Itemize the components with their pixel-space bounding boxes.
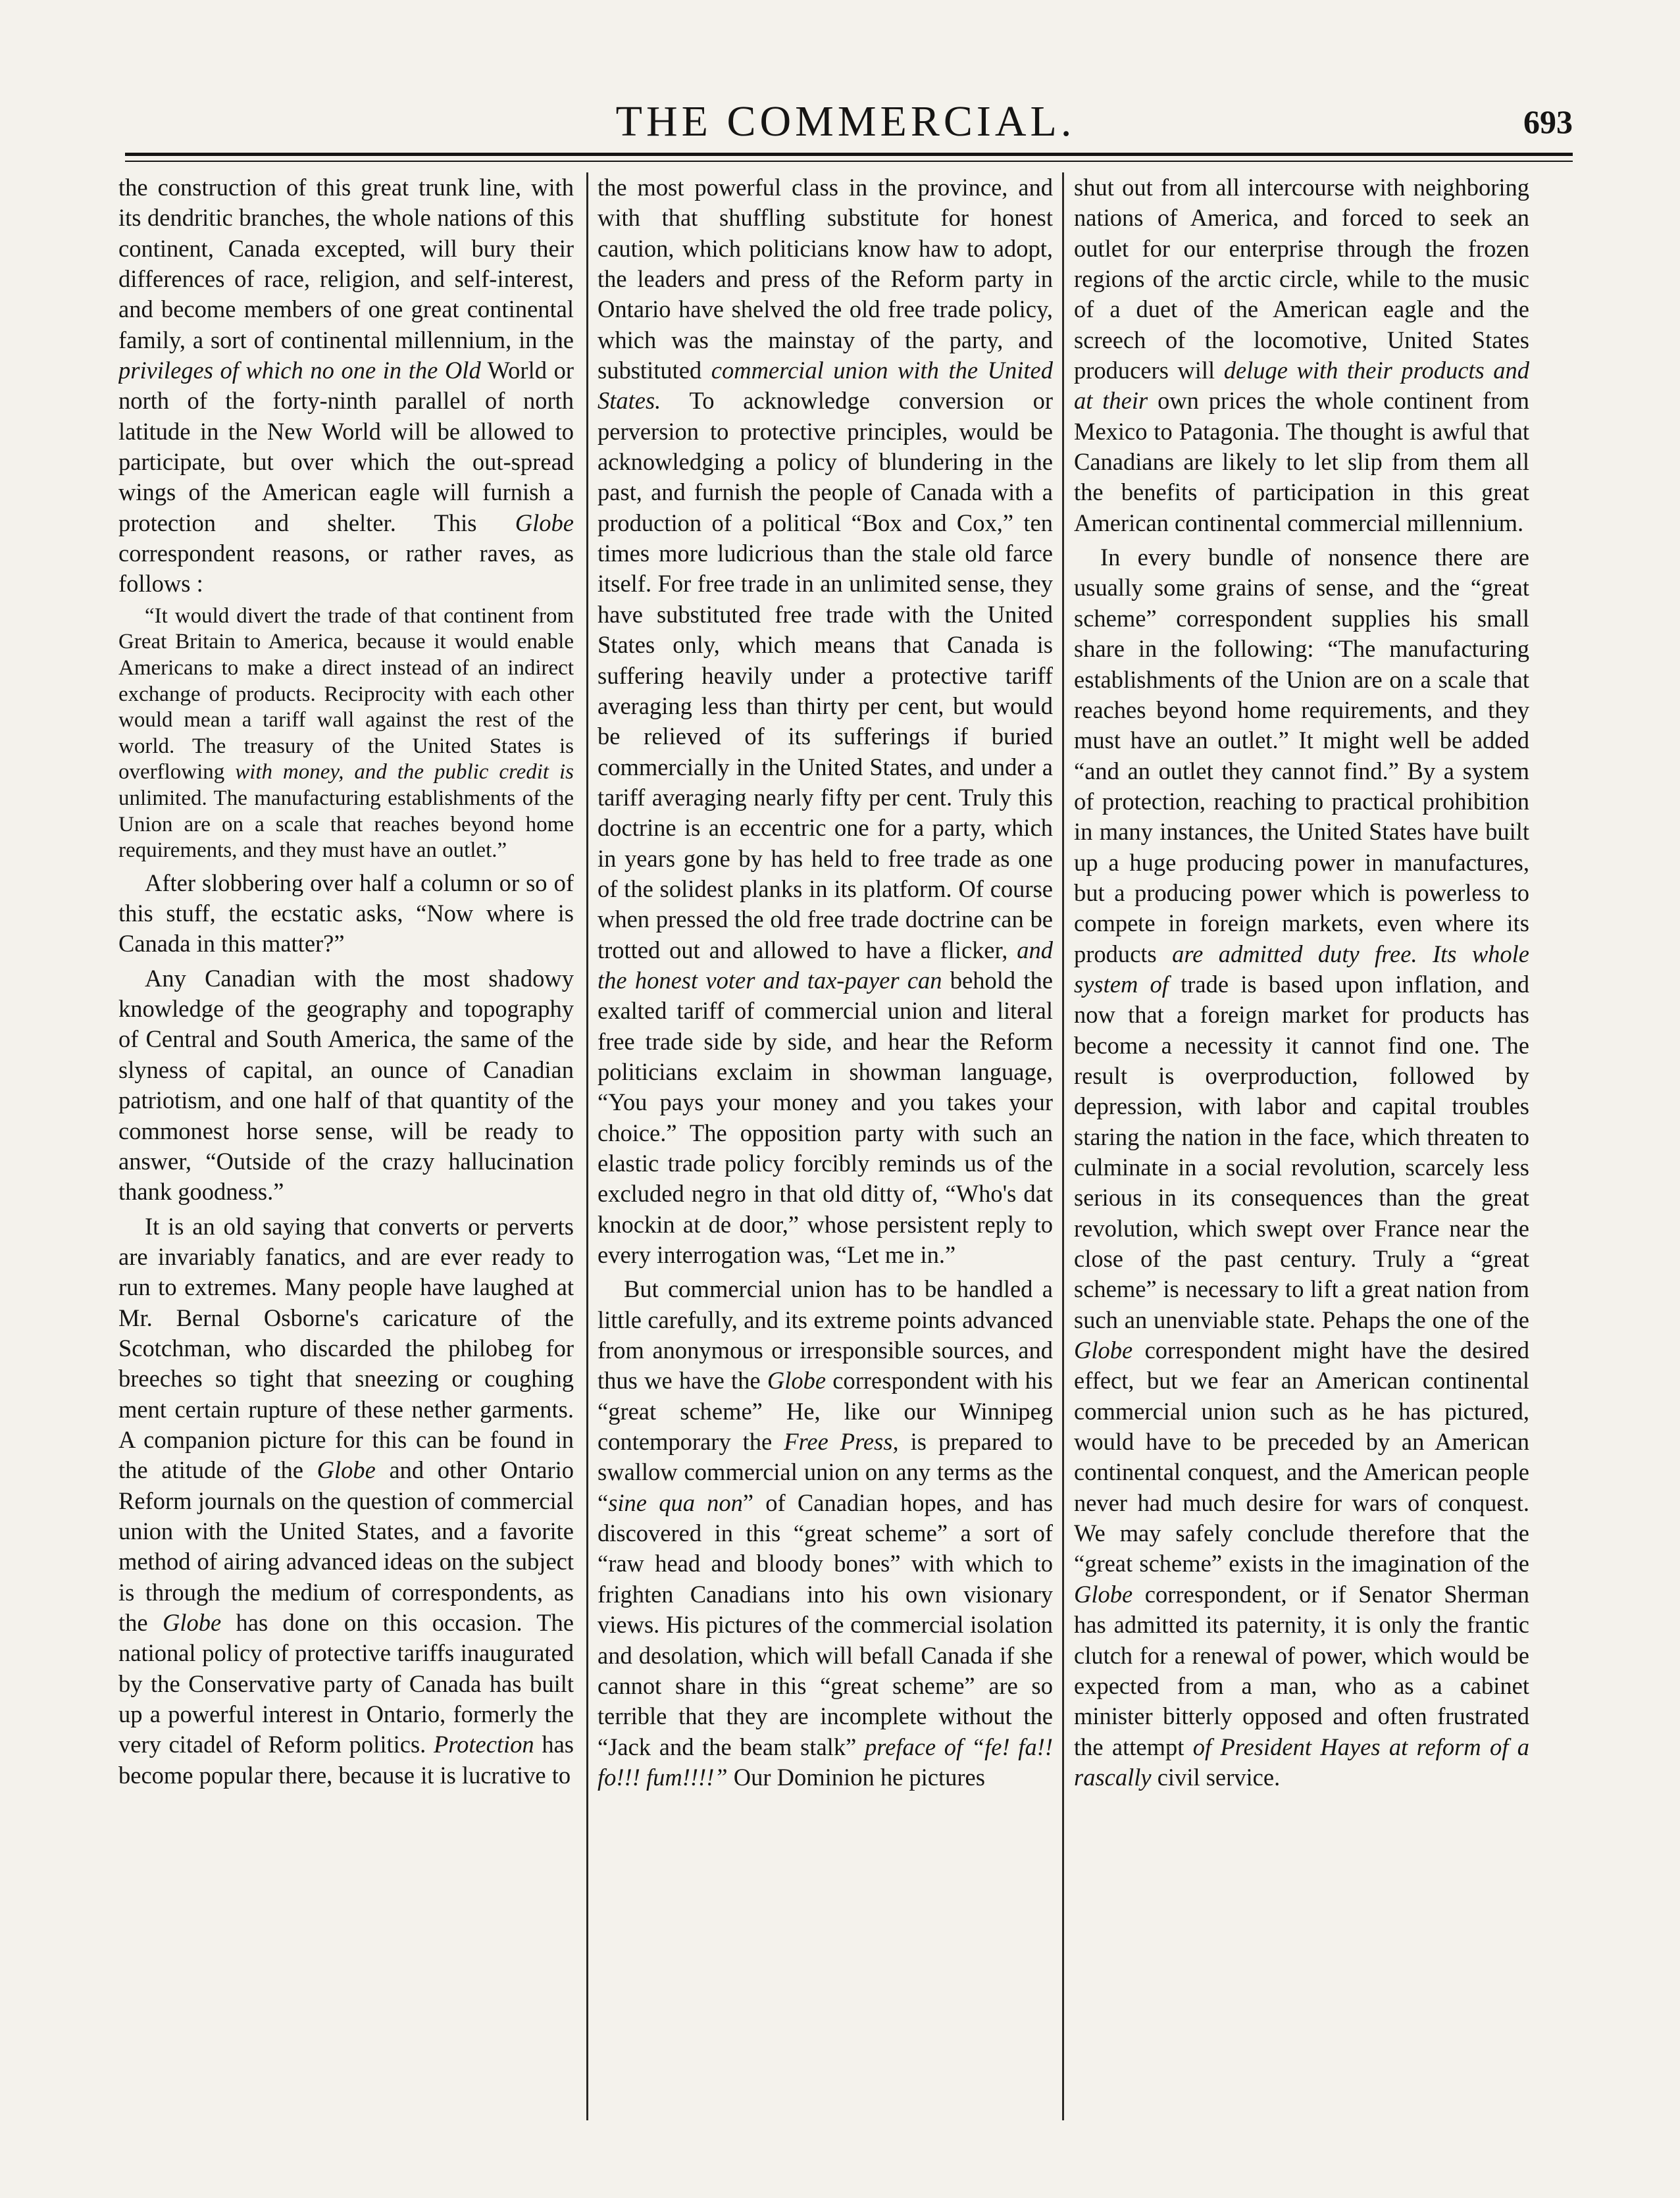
text-run: correspondent reasons, or rather raves, as follows : — [118, 540, 574, 598]
text-run: correspondent, or if Senator Sherman has admitted its paternity, it is only the frantic clutch for a renewal of power, which would be expected from a man, who as a cabinet minister bitterly opposed and often frustrated the attempt — [1074, 1580, 1529, 1760]
text-run: behold the exalted tariff of commercial union and literal free trade side by side, and hear the Reform politicians exclaim in showman language, “You pays your money and you takes your choice.” The opposition party with such an elastic trade policy forcibly reminds us of the excluded negro in that old ditty of, “Who's dat knockin at de door,” whose persistent reply to every interrogation was, “Let me in.” — [598, 966, 1053, 1269]
italic-run: preface of “fe! fa!! fo!!! fum!!!!” — [598, 1733, 1053, 1791]
italic-run: with money, and the public credit is — [235, 760, 574, 784]
text-run: civil service. — [1151, 1763, 1281, 1791]
column-2 — [598, 172, 1053, 2127]
column-divider-1 — [586, 172, 588, 2120]
block-quote — [118, 603, 574, 864]
text-run: shut out from all intercourse with neighboring nations of America, and forced to seek an outlet for our enterprise through the frozen regions of the arctic circle, while to the music of a duet of the American eagle and the screech of the locomotive, United States producers will — [1074, 174, 1529, 384]
text-run: trade is based upon inflation, and now that a foreign market for products has become a necessity it cannot find one. The result is overproduction, followed by depression, with labor and capital troubles staring the nation in the face, which threaten to culminate in a social revolution, scarcely less serious in its consequences than the great revolution, which swept over France near the close of the past century. Truly a “great scheme” is necessary to lift a great nation from such an unenviable state. Pehaps the one of the — [1074, 970, 1529, 1333]
text-run: unlimited. The manufacturing establishments of the Union are on a scale that reaches beyond home requirements, and they must have an outlet.” — [118, 786, 574, 863]
header-rule-thin — [125, 161, 1573, 162]
italic-run: are admitted duty free. Its whole system of — [1074, 940, 1529, 998]
text-run: is prepared to swallow commercial union on any terms as the “ — [598, 1428, 1053, 1516]
text-run: In every bundle of nonsence there are usually some grains of sense, and the “great scheme” correspondent supplies his small share in the following: “The manufacturing establishments of the Union are on a scale that reaches beyond home requirements, and they must have an outlet.” It might well be added “and an outlet they cannot find.” By a system of protection, reaching to practical prohibition in many instances, the United States have built up a huge producing power in manufactures, but a producing power which is powerless to compete in foreign markets, even where its products — [1074, 544, 1529, 967]
text-run: and other Ontario Reform journals on the question of commercial union with the United States, and a favorite method of airing advanced ideas on the subject is through the medium of correspondents, as the — [118, 1456, 574, 1636]
paragraph — [598, 172, 1053, 1270]
masthead — [118, 92, 1573, 151]
text-run: ” of Canadian hopes, and has discovered in this “great scheme” a sort of “raw head and bloody bones” with which to frighten Canadians into his own visionary views. His pictures of the commercial isolation and desolation, which will befall Canada if she cannot share in this “great scheme” are so terrible that they are incomplete without the “Jack and the beam stalk” — [598, 1489, 1053, 1760]
text-run: the most powerful class in the province, and with that shuffling substitute for honest caution, which politicians know haw to adopt, the leaders and press of the Reform party in Ontario have shelved the old free trade policy, which was the mainstay of the party, and substituted — [598, 174, 1053, 384]
italic-run: Globe — [1074, 1580, 1133, 1608]
paragraph — [1074, 542, 1529, 1793]
text-run: has become popular there, because it is lucrative to — [118, 1731, 574, 1789]
italic-run: privileges of which no one in the Old — [118, 357, 481, 384]
text-run: But commercial union has to be handled a little carefully, and its extreme points advanced from anonymous or irresponsible sources, and thus we have the — [598, 1275, 1053, 1394]
italic-run: commercial union with the United States. — [598, 357, 1053, 415]
paragraph — [118, 172, 574, 600]
paragraph — [1074, 172, 1529, 538]
publication-title: THE COMMERCIAL. — [615, 97, 1076, 145]
text-run: correspondent might have the desired effect, but we fear an American continental commercial union such as he has pictured, would have to be preceded by an American continental conquest, and the American people never had much desire for wars of conquest. We may safely conclude therefore that the “great scheme” exists in the imagination of the — [1074, 1337, 1529, 1577]
text-run: It is an old saying that converts or perverts are invariably fanatics, and are ever ready to run to extremes. Many people have laughed at Mr. Bernal Osborne's caricature of the Scotchman, who discarded the philobeg for breeches so tight that sneezing or coughing ment certain rupture of these nether garments. A companion picture for this can be found in the atitude of the — [118, 1212, 574, 1484]
italic-run: of President Hayes at reform of a rascally — [1074, 1733, 1529, 1791]
italic-run: Globe — [162, 1609, 222, 1636]
italic-run: Free Press, — [784, 1428, 899, 1456]
italic-run: Globe — [767, 1367, 827, 1394]
column-divider-2 — [1062, 172, 1064, 2120]
paragraph: Any Canadian with the most shadowy knowledge of the geography and topography of Central and South America, the same of the slyness of capital, an ounce of Canadian patriotism, and one half of that quantity of the commonest horse sense, will be ready to answer, “Outside of the crazy hallucination thank goodness.” — [118, 964, 574, 1206]
column-3 — [1074, 172, 1529, 2127]
text-run: Our Dominion he pictures — [727, 1763, 985, 1791]
italic-run: Globe — [317, 1456, 376, 1484]
text-run: correspondent with his “great scheme” He, like our Winnipeg contemporary the — [598, 1367, 1053, 1456]
paragraph — [598, 1274, 1053, 1793]
text-run: “It would divert the trade of that continent from Great Britain to America, because it would enable Americans to make a direct instead of an indirect exchange of products. Reciprocity with each other would mean a tariff wall against the rest of the world. The treasury of the United States is overflowing — [118, 603, 574, 784]
header-rule-thick — [125, 153, 1573, 156]
paragraph — [118, 1212, 574, 1791]
italic-run: and the honest voter and tax-payer can — [598, 936, 1053, 994]
italic-run: Protection — [433, 1731, 534, 1758]
italic-run: Globe — [1074, 1337, 1133, 1364]
text-run: World or north of the forty-ninth parallel of north latitude in the New World will be allowed to participate, but over which the out-spread wings of the American eagle will furnish a protection and shelter. This — [118, 357, 574, 536]
text-run: To acknowledge conversion or perversion to protective principles, would be acknowledging a policy of blundering in the past, and furnish the people of Canada with a production of a political “Box and Cox,” ten times more ludicrious than the stale old farce itself. For free trade in an unlimited sense, they have substituted free trade with the United States only, which means that Canada is suffering heavily under a protective tariff averaging less than thirty per cent, but would be relieved of its sufferings if buried commercially in the United States, and under a tariff averaging nearly fifty per cent. Truly this doctrine is an eccentric one for a party, which in years gone by has held to free trade as one of the solidest planks in its platform. Of course when pressed the old free trade doctrine can be trotted out and allowed to have a flicker, — [598, 387, 1053, 963]
text-run: has done on this occasion. The national policy of protective tariffs inaugurated by the Conservative party of Canada has built up a powerful interest in Ontario, formerly the very citadel of Reform politics. — [118, 1609, 574, 1758]
text-run: own prices the whole continent from Mexico to Patagonia. The thought is awful that Canadians are likely to let slip from them all the benefits of participation in this great American continental commercial millennium. — [1074, 387, 1529, 536]
italic-run: deluge with their products and at their — [1074, 357, 1529, 415]
column-1 — [118, 172, 574, 2127]
page-number: 693 — [1523, 103, 1573, 140]
italic-run: Globe — [515, 509, 574, 536]
paragraph: After slobbering over half a column or so of this stuff, the ecstatic asks, “Now where is Canada in this matter?” — [118, 869, 574, 958]
text-run: the construction of this great trunk line, with its dendritic branches, the whole nations of this continent, Canada excepted, will bury their differences of race, religion, and self-interest, and become members of one great continental family, a sort of continental millennium, in the — [118, 174, 574, 353]
italic-run: sine qua non — [608, 1489, 743, 1516]
